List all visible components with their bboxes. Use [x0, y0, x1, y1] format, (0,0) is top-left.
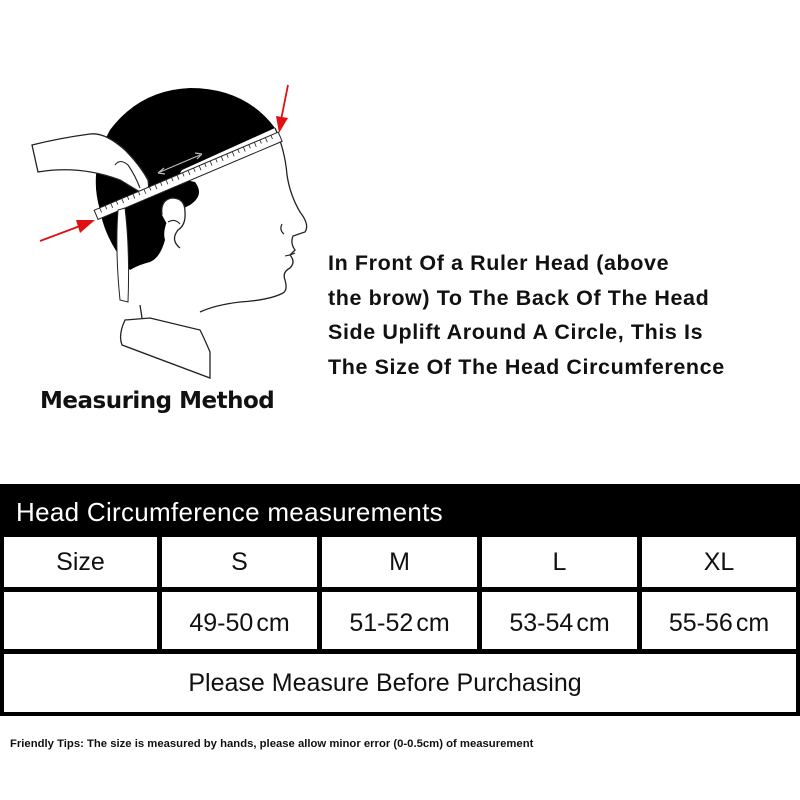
range: 49-50 — [189, 609, 254, 637]
friendly-tips: Friendly Tips: The size is measured by hands, please allow minor error (0-0.5cm) of measurement — [10, 738, 534, 750]
unit: cm — [256, 609, 290, 637]
value-cell-m — [322, 592, 482, 649]
table-values-row — [4, 592, 796, 654]
table-title: Head Circumference measurements — [4, 484, 796, 537]
measuring-method-caption: Measuring Method — [40, 388, 275, 414]
value-cell-xl — [642, 592, 796, 649]
header-cell-size: Size — [4, 537, 162, 587]
head-profile-icon — [0, 0, 320, 440]
size-chart-table — [0, 484, 800, 716]
instruction-line: The Size Of The Head Circumference — [328, 354, 725, 379]
instruction-line: In Front Of a Ruler Head (above — [328, 251, 670, 275]
header-cell-xl: XL — [703, 547, 735, 576]
range: 53-54 — [509, 609, 574, 637]
unit: cm — [416, 609, 450, 637]
header-cell-l: L — [482, 537, 642, 587]
head-measurement-illustration — [0, 0, 320, 440]
value-cell-l — [482, 592, 642, 649]
value-cell-s — [162, 592, 322, 649]
header-cell-s: S — [162, 537, 322, 587]
instruction-line: the brow) To The Back Of The Head — [328, 285, 710, 310]
value-cell-empty — [4, 592, 162, 649]
header-cell-m: M — [322, 537, 482, 587]
table-header-row — [4, 537, 796, 592]
unit: cm — [735, 609, 770, 637]
measure-note: Please Measure Before Purchasing — [188, 668, 582, 697]
range: 51-52 — [349, 609, 414, 637]
unit: cm — [576, 609, 610, 637]
measurement-instructions — [328, 246, 798, 384]
range: 55-56 — [668, 609, 733, 637]
instruction-line: Side Uplift Around A Circle, This Is — [328, 320, 704, 344]
